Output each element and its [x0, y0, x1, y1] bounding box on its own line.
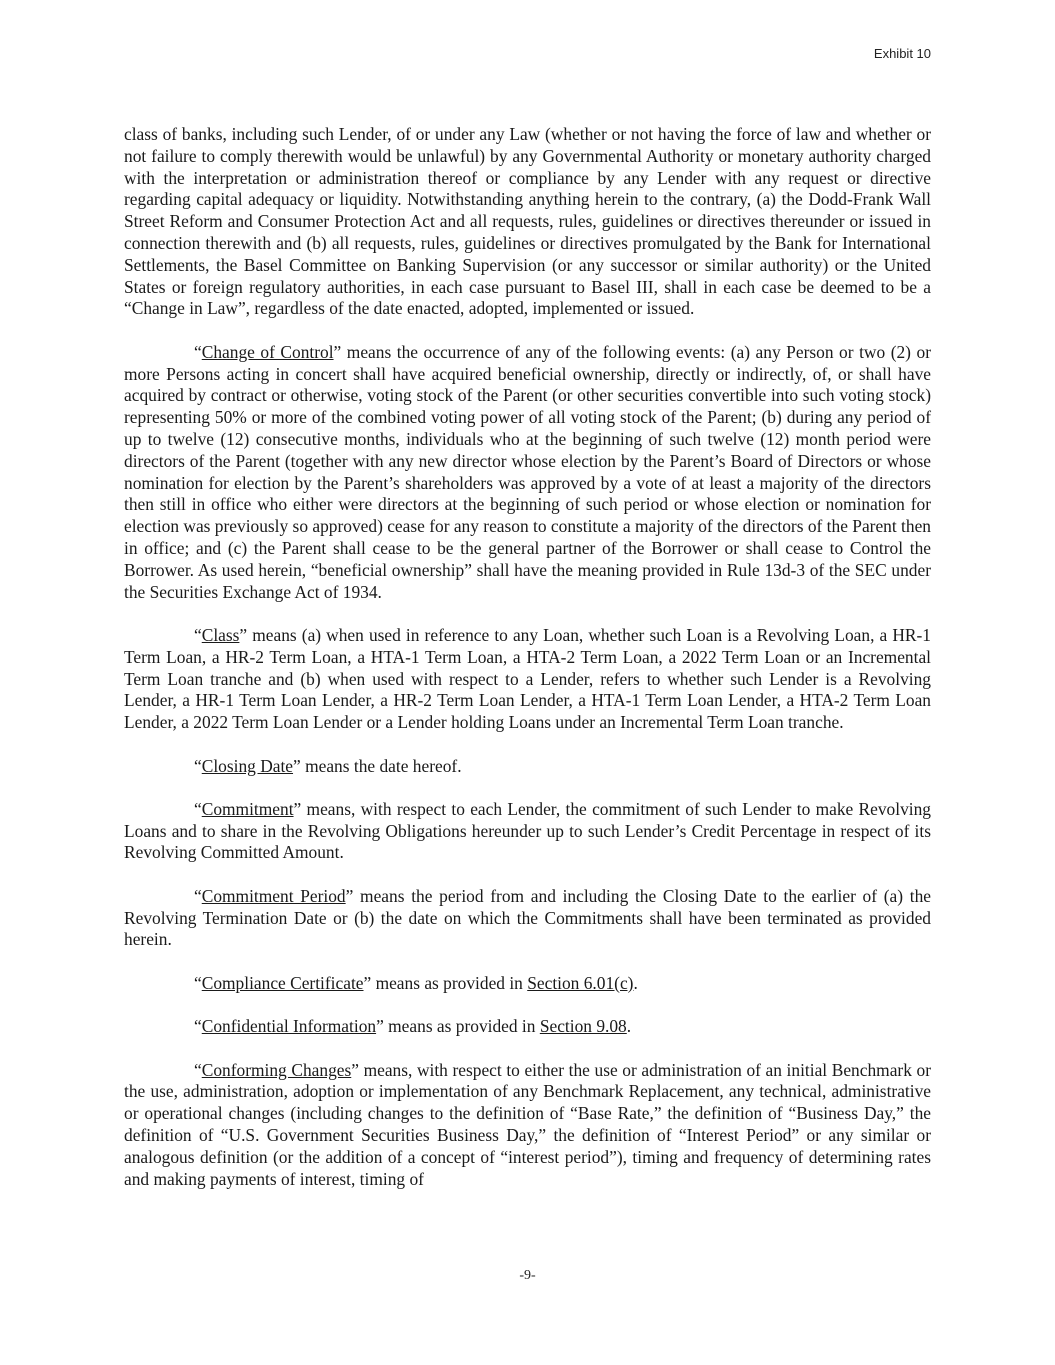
open-quote: “	[194, 1059, 202, 1080]
defined-term: Commitment Period	[201, 885, 346, 906]
defined-term: Commitment	[201, 798, 294, 819]
definition-text: ” means as provided in	[363, 972, 528, 993]
definition-text: ” means the date hereof.	[293, 755, 462, 776]
definition-commitment-period	[124, 886, 931, 951]
definition-conforming-changes	[124, 1060, 931, 1191]
exhibit-label: Exhibit 10	[873, 46, 931, 61]
defined-term: Compliance Certificate	[201, 972, 364, 993]
open-quote: “	[194, 341, 202, 362]
open-quote: “	[194, 885, 202, 906]
section-reference: Section 6.01(c)	[527, 972, 634, 993]
definition-text: ” means as provided in	[376, 1016, 540, 1037]
section-reference: Section 9.08	[539, 1016, 627, 1037]
definition-compliance-certificate	[124, 973, 931, 995]
document-body	[124, 124, 931, 1212]
defined-term: Class	[201, 624, 240, 645]
sentence-end: .	[633, 972, 638, 993]
open-quote: “	[194, 798, 202, 819]
definition-text: ” means (a) when used in reference to any Loan, whether such Loan is a Revolving Loan, a HR-1 Term Loan, a HR-2 Term Loan, a HTA-1 Term Loan, a HTA-2 Term Loan, a 2022 Term Loan or an Incremental Term Loan tranche and (b) when used with respect to a Lender, refers to whether such Lender is a Revolving Lender, a HR-1 Term Loan Lender, a HR-2 Term Loan Lender, a HTA-1 Term Loan Lender, a HTA-2 Term Loan Lender, a 2022 Term Loan Lender or a Lender holding Loans under an Incremental Term Loan tranche.	[124, 624, 931, 733]
definition-class	[124, 625, 931, 734]
definition-closing-date	[124, 756, 931, 778]
paragraph-change-in-law-continued	[124, 124, 931, 320]
defined-term: Change of Control	[201, 341, 334, 362]
defined-term: Closing Date	[201, 755, 294, 776]
sentence-end: .	[626, 1016, 632, 1037]
open-quote: “	[194, 972, 202, 993]
open-quote: “	[194, 1016, 202, 1037]
definition-commitment	[124, 799, 931, 864]
paragraph-text: class of banks, including such Lender, of or under any Law (whether or not having the force of law and whether or not failure to comply therewith would be unlawful) by any Governmental Authority or monetary authority charged with the interpretation or administration thereof or compliance by any Lender with any request or directive regarding capital adequacy or liquidity. Notwithstanding anything herein to the contrary, (a) the Dodd-Frank Wall Street Reform and Consumer Protection Act and all requests, rules, guidelines or directives thereunder or issued in connection therewith and (b) all requests, rules, guidelines or directives promulgated by the Bank for International Settlements, the Basel Committee on Banking Supervision (or any successor or similar authority) or the United States or foreign regulatory authorities, in each case pursuant to Basel III, shall in each case be deemed to be a “Change in Law”, regardless of the date enacted, adopted, implemented or issued.	[124, 124, 931, 319]
definition-confidential-information	[124, 1016, 931, 1038]
page-number: -9-	[519, 1268, 536, 1283]
definition-text: ” means the period from and including the Closing Date to the earlier of (a) the Revolving Termination Date or (b) the date on which the Commitments shall have been terminated as provided herein.	[124, 885, 931, 950]
definition-text: ” means the occurrence of any of the following events: (a) any Person or two (2) or more Persons acting in concert shall have acquired beneficial ownership, directly or indirectly, of, or shall have acquired by contract or otherwise, voting stock of the Parent (or other securities convertible into such voting stock) representing 50% or more of the combined voting power of all voting stock of the Parent; (b) during any period of up to twelve (12) consecutive months, individuals who at the beginning of such twelve (12) month period were directors of the Parent (together with any new director whose election by the Parent’s Board of Directors or whose nomination for election by the Parent’s shareholders was approved by a vote of at least a majority of the directors then still in office who either were directors at the beginning of such period or whose election or nomination for election was previously so approved) cease for any reason to constitute a majority of the directors of the Parent then in office; and (c) the Parent shall cease to be the general partner of the Borrower or shall cease to Control the Borrower. As used herein, “beneficial ownership” shall have the meaning provided in Rule 13d-3 of the SEC under the Securities Exchange Act of 1934.	[124, 341, 931, 602]
definition-change-of-control	[124, 342, 931, 604]
defined-term: Confidential Information	[201, 1016, 377, 1037]
defined-term: Conforming Changes	[201, 1059, 352, 1080]
open-quote: “	[194, 624, 202, 645]
open-quote: “	[194, 755, 202, 776]
definition-text: ” means, with respect to each Lender, the commitment of such Lender to make Revolving Loans and to share in the Revolving Obligations hereunder up to such Lender’s Credit Percentage in respect of its Revolving Committed Amount.	[124, 798, 931, 863]
definition-text: ” means, with respect to either the use or administration of an initial Benchmark or the use, administration, adoption or implementation of any Benchmark Replacement, any technical, administrative or operational changes (including changes to the definition of “Base Rate,” the definition of “Business Day,” the definition of “U.S. Government Securities Business Day,” the definition of “Interest Period” or any similar or analogous definition (or the addition of a concept of “interest period”), timing and frequency of determining rates and making payments of interest, timing of	[124, 1059, 931, 1189]
